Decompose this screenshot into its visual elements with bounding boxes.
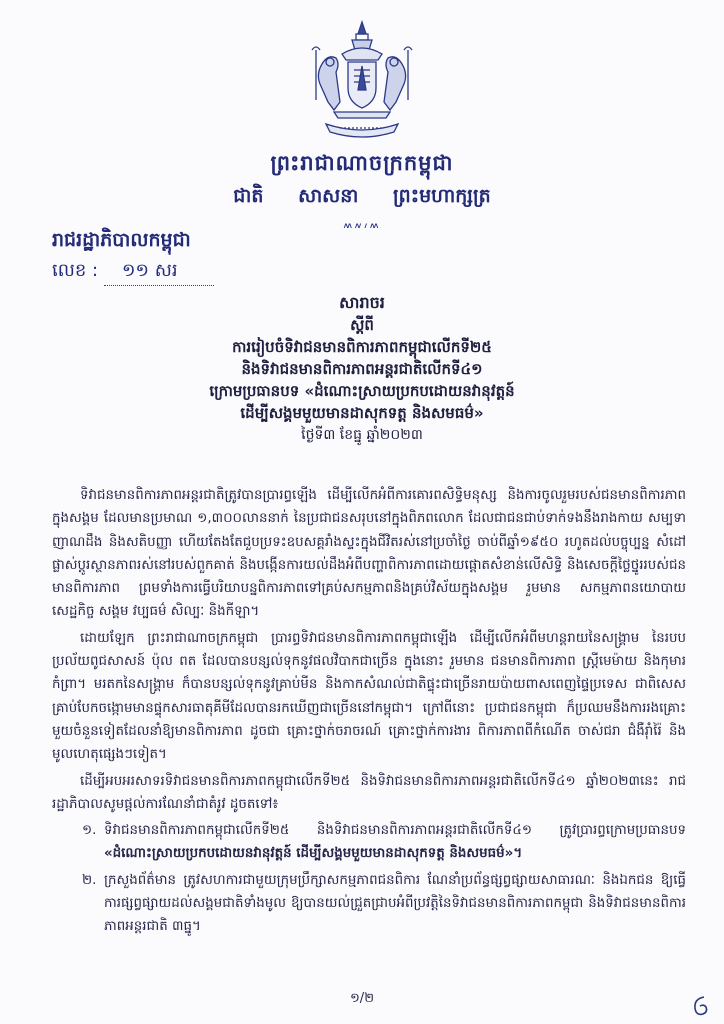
royal-coat-of-arms-icon bbox=[308, 20, 416, 142]
list-item bbox=[52, 869, 686, 939]
title-line: ការរៀបចំទិវាជនមានពិការភាពកម្ពុជាលើកទី២៥ bbox=[232, 338, 492, 356]
list-item-number: ១. bbox=[82, 823, 97, 839]
list-item-body: ក្រសួងព័ត៌មាន ត្រូវសហការជាមួយក្រុមប្រឹក្សាសកម្មភាពជនពិការ ណែនាំប្រព័ន្ធផ្សព្វផ្សាយសាធារណៈ និងឯកជន ឱ្យធ្វើការផ្សព្វផ្សាយដល់សង្គមជាតិទាំងមូល ឱ្យបានយល់ជ្រួតជ្រាបអំពីប្រវត្តិនៃទិវាជនមានពិការភាពកម្ពុជា និងទិវាជនមានពិការភាពអន្តរជាតិ ៣ធ្នូ។ bbox=[104, 872, 686, 935]
motto-king: ព្រះមហាក្សត្រ bbox=[393, 185, 491, 207]
document-body bbox=[52, 484, 686, 942]
title-date: ថ្ងៃទី៣ ខែធ្នូ ឆ្នាំ២០២៣ bbox=[301, 427, 423, 443]
list-item bbox=[52, 819, 686, 866]
kingdom-name: ព្រះរាជាណាចក្រកម្ពុជា bbox=[270, 151, 454, 175]
list-item-number: ២. bbox=[82, 872, 97, 888]
list-item-emphasis: «ដំណោះស្រាយប្រកបដោយនវានុវត្តន៍ ដើម្បីសង្គមមួយមានដាសុកទត្ត និងសមធម៌»។ bbox=[104, 846, 523, 862]
motto-religion: សាសនា bbox=[298, 185, 359, 207]
list-item-body: ទិវាជនមានពិការភាពកម្ពុជាលើកទី២៥ និងទិវាជនមានពិការភាពអន្តរជាតិលើកទី៤១ ត្រូវប្រារព្ធក្រោមប្រធានបទ bbox=[104, 823, 686, 839]
body-paragraph: ដោយឡែក ព្រះរាជាណាចក្រកម្ពុជា ប្រារព្ធទិវាជនមានពិការភាពកម្ពុជាឡើង ដើម្បីលើកអំពីមហន្តរាយនៃសង្គ្រាម នៃរបបប្រល័យពូជសាសន៍ ប៉ុល ពត ដែលបានបន្សល់ទុកនូវផលវិបាកជាច្រើន ក្នុងនោះ រួមមាន ជនមានពិការភាព ស្ត្រីមេម៉ាយ និងកុមារកំព្រា។ មរតកនៃសង្គ្រាម ក៏បានបន្សល់ទុកនូវគ្រាប់មីន និងកាកសំណល់ជាតិផ្ទុះជាច្រើនរាយប៉ាយពាសពេញផ្ទៃប្រទេស ជាពិសេសគ្រាប់បែកចង្កោមមានផ្ទុកសារធាតុគីមីដែលបានរកឃើញជាច្រើននៅកម្ពុជា។ ក្រៅពីនោះ ប្រជាជនកម្ពុជា ក៏ប្រឈមនឹងការរងគ្រោះមួយចំនួនទៀតដែលនាំឱ្យមានពិការភាព ដូចជា គ្រោះថ្នាក់ចរាចរណ៍ គ្រោះថ្នាក់ការងារ ពិការភាពពីកំណើត ចាស់ជរា ជំងឺរ៉ាំរ៉ៃ និងមូលហេតុផ្សេងៗទៀត។ bbox=[52, 630, 686, 763]
initial-signature-icon bbox=[690, 994, 712, 1018]
list-item-text bbox=[104, 819, 686, 866]
reference-number bbox=[52, 258, 214, 286]
title-subject: ស្តីពី bbox=[350, 316, 374, 334]
reference-value: ១១ សរ bbox=[104, 258, 214, 286]
title-line: ដើម្បីសង្គមមួយមានដាសុកទត្ត និងសមធម៌» bbox=[240, 404, 484, 422]
reference-label: លេខ : bbox=[52, 260, 99, 281]
motto-nation: ជាតិ bbox=[233, 185, 264, 207]
body-paragraph: ទិវាជនមានពិការភាពអន្តរជាតិត្រូវបានប្រារព្ធឡើង ដើម្បីលើកអំពីការគោរពសិទ្ធិមនុស្ស និងការចូលរួមរបស់ជនមានពិការភាពក្នុងសង្គម ដែលមានប្រមាណ ១,៣០០លាននាក់ នៃប្រជាជនសរុបនៅក្នុងពិភពលោក ដែលជាជនជាប់ទាក់ទងនឹងរាងកាយ សម្បទា ញាណដឹង និងសតិបញ្ញា ហើយតែងតែជួបប្រទះឧបសគ្គរាំងស្ទះក្នុងជីវិតរស់នៅប្រចាំថ្ងៃ ចាប់ពីឆ្នាំ១៩៥០ រហូតដល់បច្ចុប្បន្ន សំដៅផ្លាស់ប្តូរស្ថានភាពរស់នៅរបស់ពួកគាត់ និងបង្កើនការយល់ដឹងអំពីបញ្ហាពិការភាពដោយផ្តោតសំខាន់លើសិទ្ធិ និងសេចក្តីថ្លៃថ្នូររបស់ជនមានពិការភាព ព្រមទាំងការធ្វើបរិយាបន្នពិការភាពទៅគ្រប់សកម្មភាពនិងគ្រប់វិស័យក្នុងសង្គម រួមមាន សកម្មភាពនយោបាយ សេដ្ឋកិច្ច សង្គម វប្បធម៌ សិល្បៈ និងកីឡា។ bbox=[52, 488, 686, 620]
body-paragraph: ដើម្បីអបអរសាទរទិវាជនមានពិការភាពកម្ពុជាលើកទី២៥ និងទិវាជនមានពិការភាពអន្តរជាតិលើកទី៤១ ឆ្នាំ២០២៣នេះ រាជរដ្ឋាភិបាលសូមផ្តល់ការណែនាំជាតំរូវ ដូចតទៅ៖ bbox=[52, 773, 686, 812]
government-name: រាជរដ្ឋាភិបាលកម្ពុជា bbox=[52, 229, 191, 251]
ornament-divider: ៳៷៸៳ bbox=[343, 217, 381, 232]
list-item-text bbox=[104, 869, 686, 939]
title-heading: សារាចរ bbox=[339, 293, 385, 312]
circular-title bbox=[90, 292, 634, 446]
national-motto bbox=[0, 184, 724, 212]
title-line: និងទិវាជនមានពិការភាពអន្តរជាតិលើកទី៤១ bbox=[241, 360, 483, 378]
title-line: ក្រោមប្រធានបទ «ដំណោះស្រាយប្រកបដោយនវានុវត្តន៍ bbox=[209, 382, 515, 400]
page-number: ១/២ bbox=[349, 991, 375, 1006]
